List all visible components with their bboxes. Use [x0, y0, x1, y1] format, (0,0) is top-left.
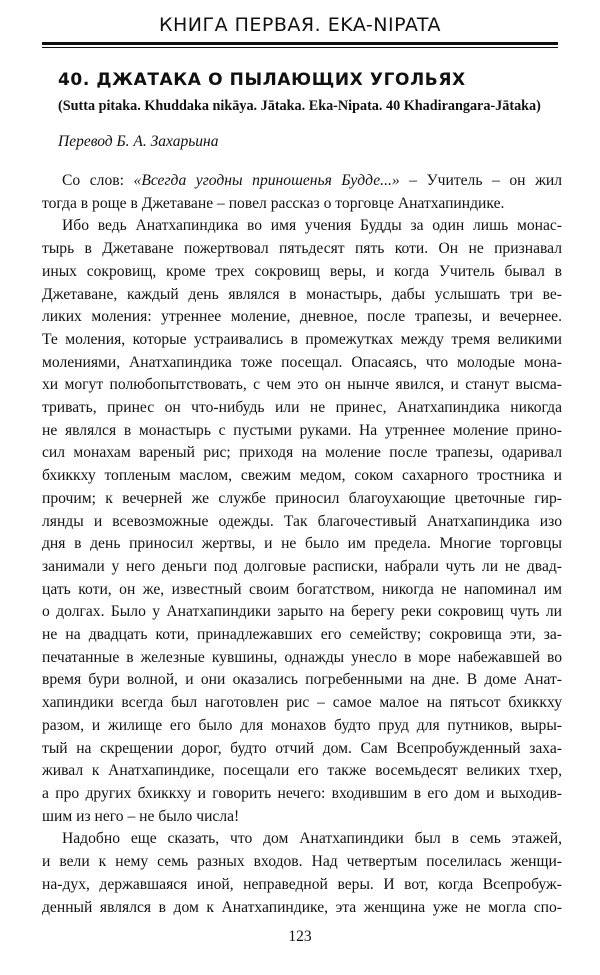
running-head: КНИГА ПЕРВАЯ. EKA-NIPATA: [159, 14, 441, 36]
paragraph-line: не являлся в монастырь с пустыми руками. На утреннее моление прино-: [42, 421, 562, 439]
paragraph-line: шим из него – не было числа!: [42, 807, 240, 825]
paragraph-line: тырь в Джетаване пожертвовал пятьдесят пять коти. Он не признавал: [42, 240, 562, 258]
paragraph-line: дня в день приносил жертвы, и не было им предела. Многие торговцы: [42, 535, 562, 553]
paragraph-line: бхиккху топленым маслом, свежим медом, соком сахарного тростника и: [42, 467, 562, 485]
translator-credit: Перевод Б. А. Захарьина: [58, 133, 219, 150]
body-text: [42, 170, 562, 919]
paragraph-line: лянды и всевозможные одежды. Так благочестивый Анатхапиндика изо: [42, 512, 562, 530]
header-rule-thin: [42, 47, 558, 48]
paragraph-line: цать коти, он же, известный своим богатством, никогда не напоминал им: [42, 580, 562, 598]
paragraph-line: и вели к нему семь разных входов. Над четвертым поселилась женщи-: [42, 853, 562, 871]
paragraph-line: прочим; к вечерней же службе приносил благоухающие цветочные гир-: [42, 489, 562, 507]
paragraph-line: иных сокровищ, кроме трех сокровищ веры, и когда Учитель бывал в: [42, 262, 562, 280]
paragraph-line: живал к Анатхапиндике, посещали его также восемьдесят великих тхер,: [42, 762, 562, 780]
paragraph-line: хи могут полюбопытствовать, с чем это он нынче явился, и станут высма-: [42, 376, 562, 394]
paragraph-line: а про других бхиккху и говорить нечего: входившим в его дом и выходив-: [42, 784, 562, 802]
paragraph-line: на-дух, державшаяся иной, неправедной веры. И вот, когда Всепробуж-: [42, 875, 562, 893]
opening-quote: «Всегда угодны приношенья Будде...»: [133, 172, 400, 189]
line-prefix: Со слов:: [62, 172, 134, 189]
page-number: 123: [288, 928, 312, 945]
paragraph-line: о долгах. Было у Анатхапиндики зарыто на берегу реки сокровищ чуть ли: [42, 603, 562, 621]
paragraph-line: [42, 170, 562, 193]
line-rest: – Учитель – он жил: [399, 172, 562, 189]
paragraph-line: сил монахам вареный рис; приходя на моление после трапезы, одаривал: [42, 444, 562, 462]
paragraph-line: молениями, Анатхапиндика тоже посещал. Опасаясь, что молодые мона-: [42, 353, 562, 371]
paragraph-line: время бури волной, и они оказались погребенными на дне. В доме Анат-: [42, 671, 562, 689]
paragraph-line: хапиндики всегда был наготовлен рис – самое малое на пятьсот бхиккху: [42, 694, 562, 712]
paragraph-line: тогда в роще в Джетаване – повел рассказ о торговце Анатхапиндике.: [42, 194, 505, 212]
chapter-title: 40. ДЖАТАКА О ПЫЛАЮЩИХ УГОЛЬЯХ: [58, 70, 466, 90]
paragraph-line: тый на скрещении дорог, будто отчий дом. Сам Всепробужденный заха-: [42, 739, 562, 757]
header-rule-thick: [42, 42, 558, 45]
paragraph-line: не на двадцать коти, принадлежавших его семейству; сокровища эти, за-: [42, 626, 562, 644]
paragraph-line: тривать, принес он что-нибудь или не принес, Анатхапиндика никогда: [42, 399, 562, 417]
paragraph-line: Надобно еще сказать, что дом Анатхапиндики был в семь этажей,: [62, 830, 562, 848]
paragraph-line: Ибо ведь Анатхапиндика во имя учения Будды за один лишь монас-: [62, 217, 562, 235]
paragraph-line: денный являлся в дом к Анатхапиндике, эта женщина уже не могла спо-: [42, 898, 562, 916]
paragraph-line: ликих моления: утреннее моление, дневное, после трапезы, и вечернее.: [42, 308, 562, 326]
paragraph-line: разом, и жилище его было для монахов будто пруд для путников, выры-: [42, 716, 562, 734]
paragraph-line: Те моления, которые устраивались в промежутках между тремя великими: [42, 330, 562, 348]
paragraph-line: печатанные в железные кувшины, однажды унесло в море набежавшей во: [42, 648, 562, 666]
paragraph-line: занимали у него деньги под долговые расписки, набрали чуть ли не двад-: [42, 557, 562, 575]
source-citation: (Sutta pitaka. Khuddaka nikāya. Jātaka. Eka-Nipata. 40 Khadirangara-Jātaka): [58, 98, 541, 114]
paragraph-line: Джетаване, каждый день являлся в монастырь, дабы услышать три ве-: [42, 285, 562, 303]
